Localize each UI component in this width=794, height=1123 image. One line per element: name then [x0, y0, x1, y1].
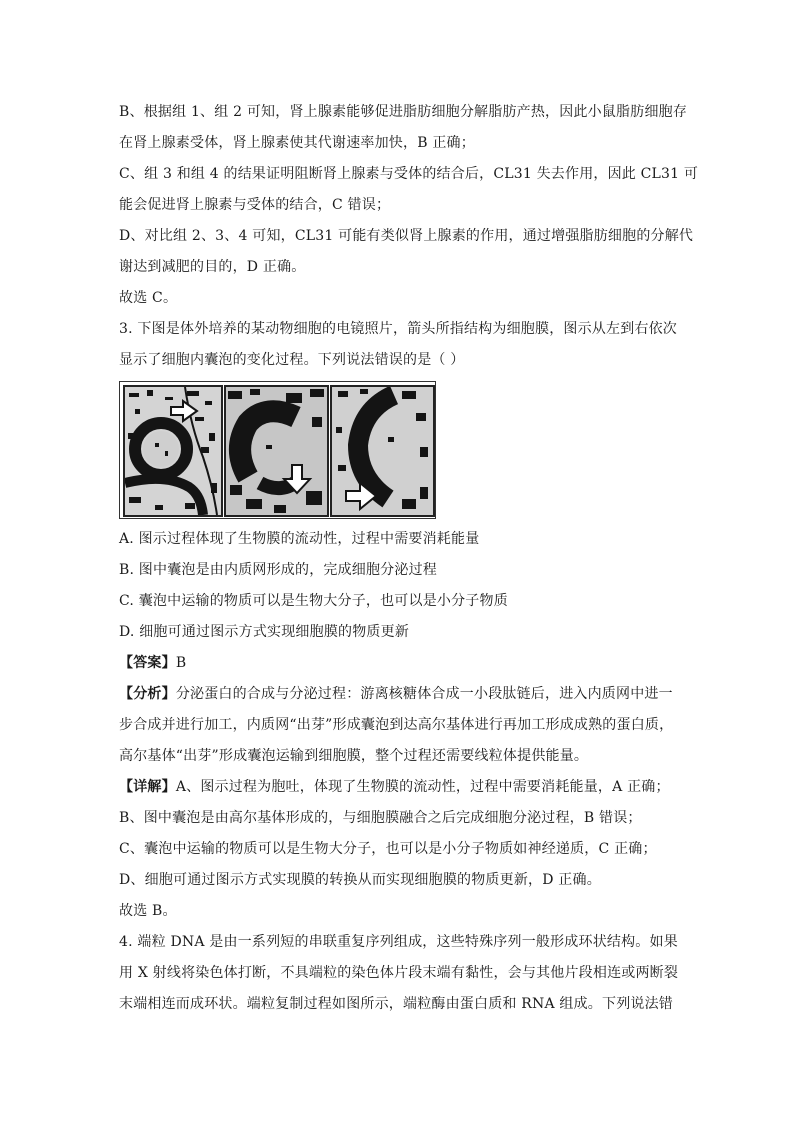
micrograph-panel-1-image	[125, 387, 221, 515]
q3-option-d: D. 细胞可通过图示方式实现细胞膜的物质更新	[119, 624, 410, 640]
analysis-text-1: 分泌蛋白的合成与分泌过程：游离核糖体合成一小段肽链后，进入内质网中进一	[175, 686, 673, 702]
analysis-tag: 【分析】	[119, 686, 176, 702]
q3-answer	[119, 653, 186, 673]
q3-option-b: B. 图中囊泡是由内质网形成的，完成细胞分泌过程	[119, 562, 437, 578]
micrograph-panel-2-image	[226, 387, 327, 515]
micrograph-panel-3-image	[332, 387, 433, 515]
q3-analysis-line-2: 步合成并进行加工，内质网“出芽”形成囊泡到达高尔基体进行再加工形成成熟的蛋白质，	[119, 717, 674, 733]
q4-stem-line-2: 用 X 射线将染色体打断，不具端粒的染色体片段末端有黏性，会与其他片段相连或两断裂	[119, 965, 679, 981]
q3-conclusion: 故选 B。	[119, 903, 177, 919]
q2-detail-line-2: 在肾上腺素受体，肾上腺素使其代谢速率加快，B 正确；	[119, 135, 475, 151]
q2-detail-line-6: 谢达到减肥的目的，D 正确。	[119, 259, 306, 275]
q4-stem-line-3: 末端相连而成环状。端粒复制过程如图所示，端粒酶由蛋白质和 RNA 组成。下列说法错	[119, 996, 673, 1012]
micrograph-panel-2	[224, 385, 329, 517]
q3-analysis-line-3: 高尔基体“出芽”形成囊泡运输到细胞膜，整个过程还需要线粒体提供能量。	[119, 748, 589, 764]
detail-text-1: A、图示过程为胞吐，体现了生物膜的流动性，过程中需要消耗能量，A 正确；	[175, 779, 670, 795]
q3-option-c: C. 囊泡中运输的物质可以是生物大分子，也可以是小分子物质	[119, 593, 508, 609]
q2-detail-line-4: 能会促进肾上腺素与受体的结合，C 错误；	[119, 197, 391, 213]
q3-stem-line-1: 3. 下图是体外培养的某动物细胞的电镜照片，箭头所指结构为细胞膜，图示从左到右依次	[119, 321, 678, 337]
micrograph-panel-1	[123, 385, 223, 517]
detail-tag: 【详解】	[119, 779, 176, 795]
micrograph-panel-3	[330, 385, 435, 517]
q2-detail-line-5: D、对比组 2、3、4 可知，CL31 可能有类似肾上腺素的作用，通过增强脂肪细胞的分解代	[119, 228, 694, 244]
q2-detail-line-3: C、组 3 和组 4 的结果证明阻断肾上腺素与受体的结合后，CL31 失去作用，因此 CL31 可	[119, 166, 699, 182]
answer-tag: 【答案】	[119, 655, 176, 671]
q2-conclusion: 故选 C。	[119, 290, 178, 306]
q3-detail-line-1	[119, 777, 670, 797]
q2-detail-line-1: B、根据组 1、组 2 可知，肾上腺素能够促进脂肪细胞分解脂肪产热，因此小鼠脂肪细胞存	[119, 104, 688, 120]
q3-detail-line-4: D、细胞可通过图示方式实现膜的转换从而实现细胞膜的物质更新，D 正确。	[119, 872, 601, 888]
electron-micrograph-figure	[119, 381, 436, 519]
q3-detail-line-2: B、图中囊泡是由高尔基体形成的，与细胞膜融合之后完成细胞分泌过程，B 错误；	[119, 810, 642, 826]
q4-stem-line-1: 4. 端粒 DNA 是由一系列短的串联重复序列组成，这些特殊序列一般形成环状结构。如果	[119, 934, 678, 950]
q3-option-a: A. 图示过程体现了生物膜的流动性，过程中需要消耗能量	[119, 531, 480, 547]
answer-value: B	[175, 655, 187, 671]
q3-detail-line-3: C、囊泡中运输的物质可以是生物大分子，也可以是小分子物质如神经递质，C 正确；	[119, 841, 657, 857]
q3-analysis-line-1	[119, 684, 673, 704]
q3-stem-line-2: 显示了细胞内囊泡的变化过程。下列说法错误的是（ ）	[119, 352, 465, 368]
